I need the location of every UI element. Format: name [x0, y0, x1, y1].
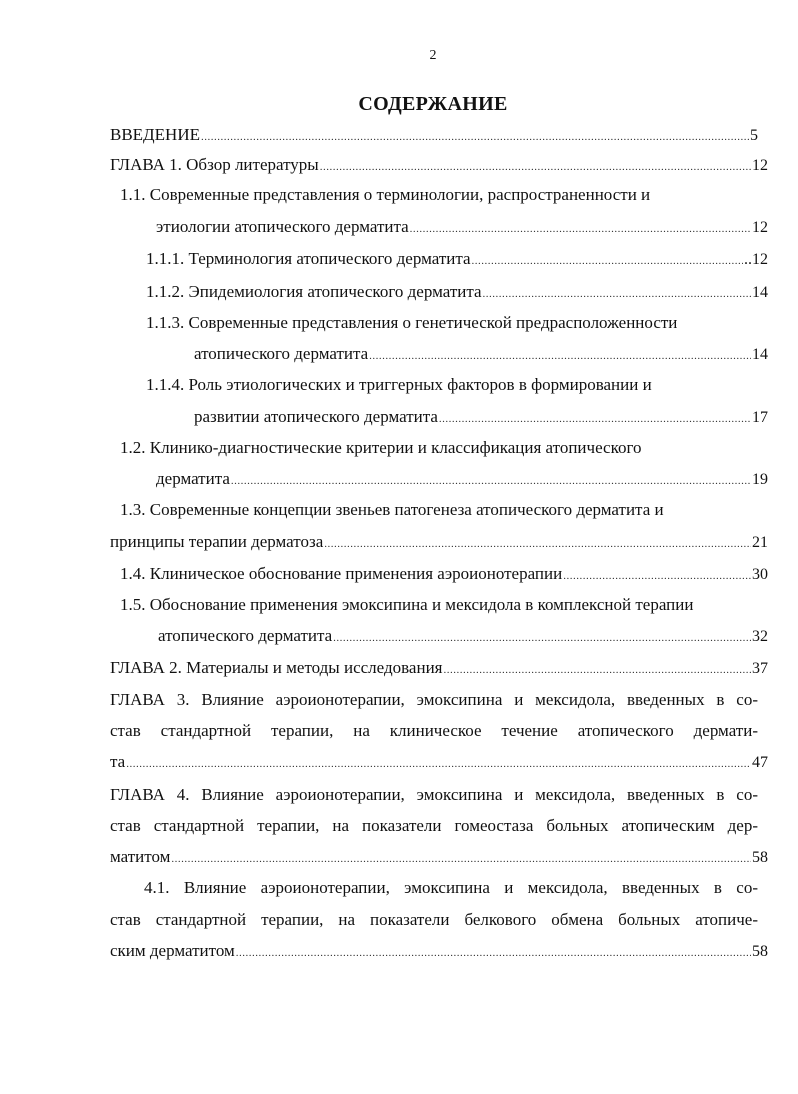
toc-entry-1-2-line1[interactable]: 1.2. Клинико-диагностические критерии и классификация атопического	[120, 438, 642, 457]
toc-entry-1-1-4-line1[interactable]: 1.1.4. Роль этиологических и триггерных факторов в формировании и	[146, 375, 652, 394]
toc-page: 19	[752, 471, 768, 488]
toc-entry-chapter-3-line1[interactable]: ГЛАВА 3. Влияние аэроионотерапии, эмоксипина и мексидола, введенных в со-	[110, 690, 758, 709]
toc-entry-1-1-4[interactable]	[194, 405, 768, 429]
toc-entry-label: ВВЕДЕНИЕ	[110, 125, 200, 144]
toc-entry-1-3[interactable]	[110, 530, 768, 554]
toc-page: 14	[752, 284, 768, 301]
toc-page: 12	[752, 157, 768, 174]
toc-page: 30	[752, 566, 768, 583]
toc-entry-label: развитии атопического дерматита	[194, 407, 438, 426]
toc-entry-chapter-4-line2[interactable]: став стандартной терапии, на показатели гомеостаза больных атопическим дер-	[110, 816, 758, 835]
toc-page: 47	[752, 754, 768, 771]
toc-entry-label: 1.1.1. Терминология атопического дерматита	[146, 249, 471, 268]
toc-page: 58	[752, 943, 768, 960]
toc-entry-1-1[interactable]	[156, 215, 768, 239]
toc-entry-4-1-line1[interactable]: 4.1. Влияние аэроионотерапии, эмоксипина и мексидола, введенных в со-	[144, 878, 758, 897]
toc-entry-chapter-2[interactable]	[110, 656, 768, 680]
toc-page: 37	[752, 660, 768, 677]
toc-entry-label: ГЛАВА 1. Обзор литературы	[110, 155, 319, 174]
toc-page: 12	[752, 219, 768, 236]
toc-entry-chapter-4[interactable]	[110, 845, 768, 869]
toc-entry-1-4[interactable]	[120, 562, 768, 586]
toc-page: 21	[752, 534, 768, 551]
page-number: 2	[429, 48, 437, 63]
toc-page: 32	[752, 628, 768, 645]
toc-entry-label: атопического дерматита	[194, 344, 369, 363]
toc-entry-chapter-4-line1[interactable]: ГЛАВА 4. Влияние аэроионотерапии, эмоксипина и мексидола, введенных в со-	[110, 785, 758, 804]
toc-entry-chapter-3[interactable]	[110, 750, 768, 774]
toc-entry-label: принципы терапии дерматоза	[110, 532, 324, 551]
toc-entry-label: 1.1.2. Эпидемиология атопического дерматита	[146, 282, 482, 301]
toc-page: ..12	[744, 251, 768, 268]
toc-entry-4-1-line2[interactable]: став стандартной терапии, на показатели белкового обмена больных атопиче-	[110, 910, 758, 929]
toc-entry-label: та	[110, 752, 126, 771]
toc-page: 58	[752, 849, 768, 866]
toc-entry-1-1-1[interactable]	[146, 247, 768, 271]
toc-entry-label: этиологии атопического дерматита	[156, 217, 409, 236]
toc-entry-label: матитом	[110, 847, 171, 866]
toc-entry-label: ГЛАВА 2. Материалы и методы исследования	[110, 658, 443, 677]
toc-entry-1-1-2[interactable]	[146, 280, 768, 304]
toc-entry-intro[interactable]	[110, 123, 758, 147]
toc-entry-1-5-line1[interactable]: 1.5. Обоснование применения эмоксипина и мексидола в комплексной терапии	[120, 595, 694, 614]
toc-entry-label: дерматита	[156, 469, 230, 488]
toc-entry-1-1-line1[interactable]: 1.1. Современные представления о терминологии, распространенности и	[120, 185, 651, 204]
toc-page: 17	[752, 409, 768, 426]
toc-entry-1-2[interactable]	[156, 467, 768, 491]
toc-page: 14	[752, 346, 768, 363]
toc-entry-1-3-line1[interactable]: 1.3. Современные концепции звеньев патогенеза атопического дерматита и	[120, 500, 664, 519]
toc-entry-label: ским дерматитом	[110, 941, 235, 960]
toc-entry-4-1[interactable]	[110, 939, 768, 963]
page-title: СОДЕРЖАНИЕ	[358, 93, 508, 115]
toc-entry-chapter-1[interactable]	[110, 153, 768, 177]
toc-entry-label: атопического дерматита	[158, 626, 333, 645]
toc-entry-label: 1.4. Клиническое обоснование применения аэроионотерапии	[120, 564, 563, 583]
toc-entry-1-5[interactable]	[158, 624, 768, 648]
toc-entry-1-1-3[interactable]	[194, 342, 768, 366]
toc-entry-1-1-3-line1[interactable]: 1.1.3. Современные представления о генетической предрасположенности	[146, 313, 678, 332]
toc-entry-chapter-3-line2[interactable]: став стандартной терапии, на клиническое течение атопического дермати-	[110, 721, 758, 740]
toc-page: 5	[750, 127, 758, 144]
